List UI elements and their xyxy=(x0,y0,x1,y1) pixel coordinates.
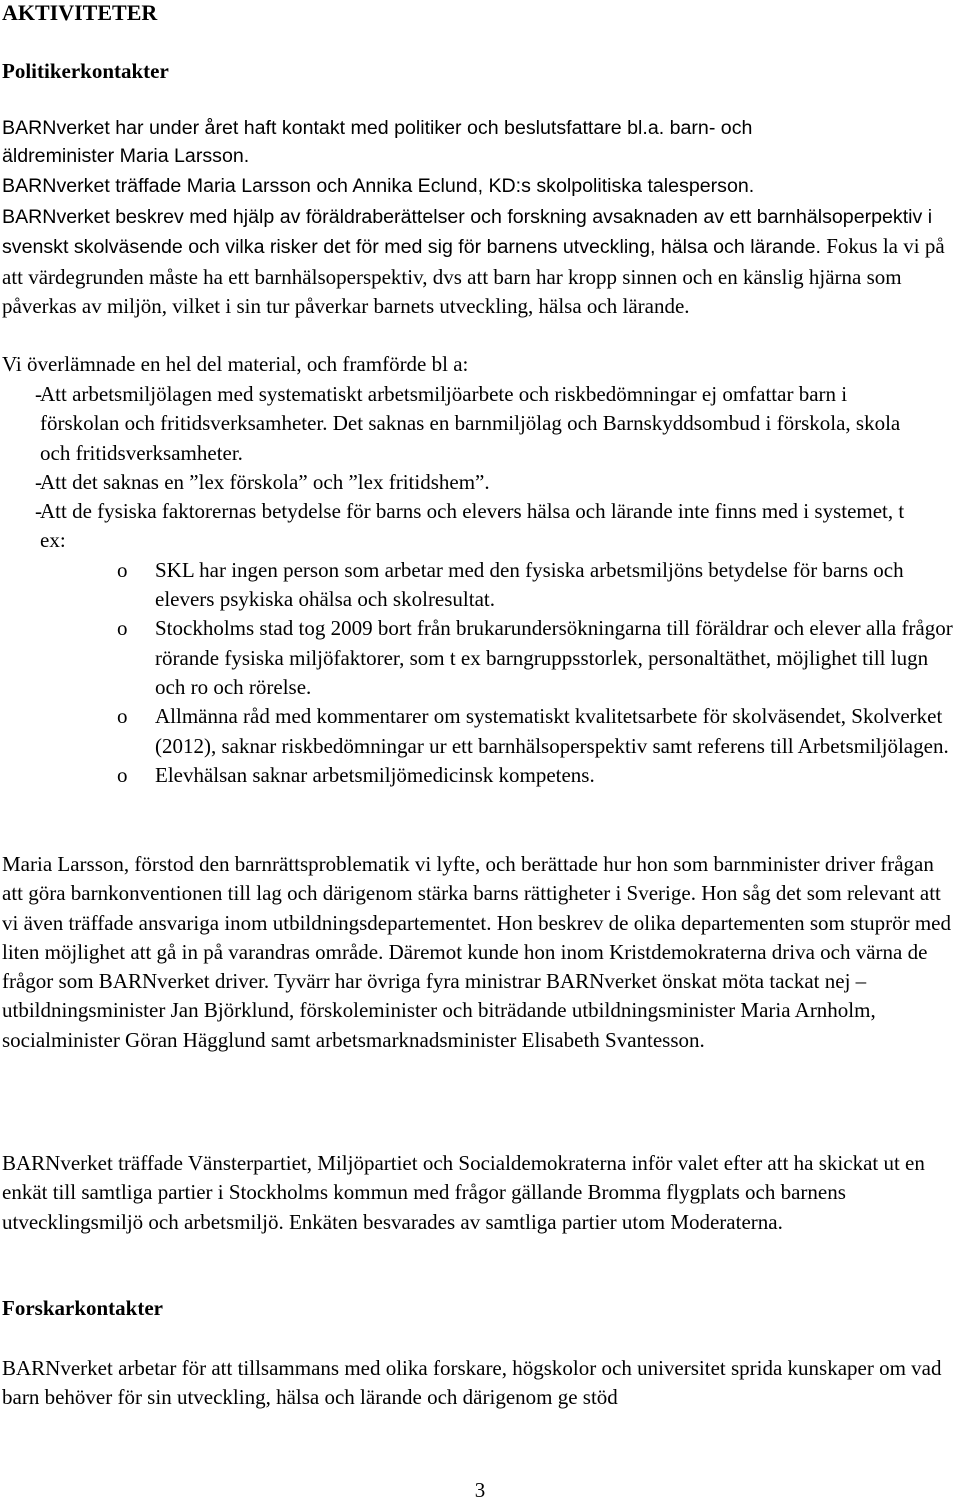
dash-bullet: - xyxy=(35,382,42,406)
sub-list-item xyxy=(2,556,960,615)
page-number: 3 xyxy=(474,1478,486,1502)
circle-bullet: o xyxy=(117,762,128,787)
dash-bullet: - xyxy=(35,469,42,494)
sub-list-item-text: Elevhälsan saknar arbetsmiljömedicinsk kompetens. xyxy=(155,762,595,787)
dash-bullet: - xyxy=(35,499,42,524)
description-serif-part: Fokus la vi på att värdegrunden måste ha ett barnhälsoperspektiv, dvs att barn har kropp sinnen och en känslig hjärna som påverkas av miljön, vilket i sin tur påverkar barnets utveckling, hälsa och lärande. xyxy=(2,234,945,319)
circle-bullet: o xyxy=(117,557,128,582)
list-item-text: Att de fysiska faktorernas betydelse för barns och elevers hälsa och lärande inte finns med i systemet, t ex: xyxy=(40,499,905,553)
maria-paragraph: Maria Larsson, förstod den barnrättsproblematik vi lyfte, och berättade hur hon som barnminister driver frågan att göra barnkonventionen till lag och därigenom stärka barns rättigheter i Sverige. Hon såg det som relevant att vi även träffade ansvariga inom utbildningsdepartementet. Hon beskrev de olika departementen som stuprör med liten möjlighet att gå in på varandras område. Däremot kunde hon inom Kristdemokraterna driva och värna de frågor som BARNverket driver. Tyvärr har övriga fyra ministrar BARNverket önskat möta tackat nej – utbildningsminister Jan Björklund, förskoleminister och biträdande utbildningsminister Maria Arnholm, socialminister Göran Hägglund samt arbetsmarknadsminister Elisabeth Svantesson. xyxy=(2,852,951,1052)
list-item xyxy=(2,468,960,497)
forskare-paragraph: BARNverket arbetar för att tillsammans med olika forskare, högskolor och universitet sprida kunskaper om vad barn behöver för sin utveckling, hälsa och lärande och därigenom ge stöd xyxy=(2,1356,942,1410)
meeting-line: BARNverket träffade Maria Larsson och Annika Eclund, KD:s skolpolitiska talesperson. xyxy=(2,175,755,197)
page-title: AKTIVITETER xyxy=(2,0,158,25)
list-item-text: Att det saknas en ”lex förskola” och ”lex fritidshem”. xyxy=(40,469,490,494)
intro-line-1: BARNverket har under året haft kontakt med politiker och beslutsfattare bl.a. barn- och xyxy=(2,117,753,139)
forskarkontakter-heading: Forskarkontakter xyxy=(2,1296,163,1320)
sub-list-item xyxy=(2,761,960,790)
dash-list xyxy=(2,380,960,790)
list-item xyxy=(2,380,960,468)
submitted-line: Vi överlämnade en hel del material, och framförde bl a: xyxy=(2,352,469,376)
description-paragraph xyxy=(2,202,960,322)
parties-paragraph: BARNverket träffade Vänsterpartiet, Miljöpartiet och Socialdemokraterna inför valet efter att ha skickat ut en enkät till samtliga partier i Stockholms kommun med frågor gällande Bromma flygplats och barnens utvecklingsmiljö och arbetsmiljö. Enkäten besvarades av samtliga partier utom Moderaterna. xyxy=(2,1151,925,1234)
list-item-text: Att arbetsmiljölagen med systematiskt arbetsmiljöarbete och riskbedömningar ej omfattar barn i förskolan och fritidsverksamheter. Det saknas en barnmiljölag och Barnskyddsombud i förskola, skola och fritidsverksamheter. xyxy=(40,382,901,465)
sub-list-item-text: SKL har ingen person som arbetar med den fysiska arbetsmiljöns betydelse för barns och elevers psykiska ohälsa och skolresultat. xyxy=(155,557,904,612)
sub-list-item xyxy=(2,702,960,761)
sub-list-item-text: Stockholms stad tog 2009 bort från brukarundersökningarna till föräldrar och elever alla frågor rörande fysiska miljöfaktorer, som t ex barngruppsstorlek, personaltäthet, möjlighet till lugn och ro och rörelse. xyxy=(155,616,953,699)
intro-line-2: äldreminister Maria Larsson. xyxy=(2,145,250,167)
circle-bullet: o xyxy=(117,704,128,729)
list-item xyxy=(2,497,960,556)
description-sans-part: BARNverket beskrev med hjälp av föräldraberättelser och forskning avsaknaden av ett barnhälsoperpektiv i svenskt skolväsende och vilka risker det för med sig för barnens utveckling, hälsa och lärande. xyxy=(2,206,933,259)
politikerkontakter-heading: Politikerkontakter xyxy=(2,59,169,83)
sub-list-item xyxy=(2,614,960,702)
sub-list-item-text: Allmänna råd med kommentarer om systematiskt kvalitetsarbete för skolväsendet, Skolverket (2012), saknar riskbedömningar ur ett barnhälsoperspektiv samt referens till Arbetsmiljölagen. xyxy=(155,704,949,758)
circle-bullet: o xyxy=(117,616,128,641)
